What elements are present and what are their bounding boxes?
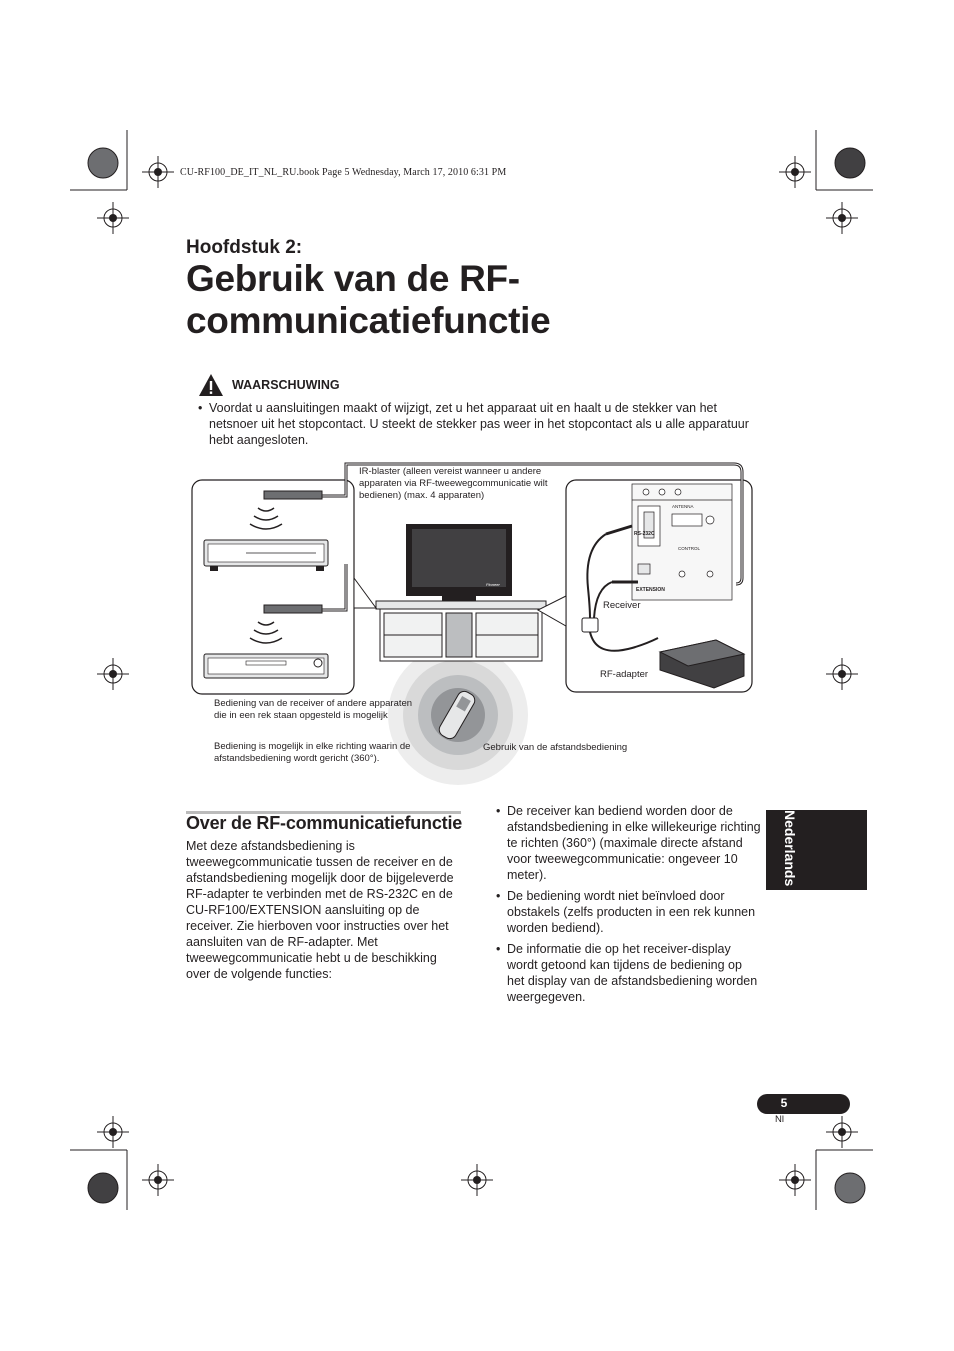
television [406, 524, 512, 602]
recorder [204, 654, 328, 678]
remote-caption: Gebruik van de afstandsbediening [483, 742, 628, 753]
warning-bullet: • Voordat u aansluitingen maakt of wijzigt, zet u het apparaat uit en haalt u de stekker van het netsnoer uit het stopcontact. U steekt de stekker pas weer in het stopcontact als u alle apparatuur hebt aangesloten. [198, 400, 758, 448]
tv-rack [376, 601, 546, 661]
language-tab [766, 810, 867, 890]
panel-rs232c-label: RS-232C [634, 531, 655, 537]
connection-diagram [186, 458, 758, 788]
page-language-code: Nl [775, 1114, 784, 1125]
panel-extension-label: EXTENSION [636, 587, 665, 593]
warning-text [198, 400, 758, 448]
receiver-label: Receiver [603, 600, 641, 611]
rack-caption: Bediening van de receiver of andere apparaten die in een rek staan opgesteld is mogelijk [214, 698, 413, 721]
language-tab-label: Nederlands [782, 810, 798, 887]
panel-antenna-label: ANTENNA [672, 504, 694, 509]
feature-item: • De bediening wordt niet beïnvloed door obstakels (zelfs producten in een rek kunnen worden bediend). [496, 888, 761, 936]
warning-label: WAARSCHUWING [232, 378, 340, 392]
panel-control-label: CONTROL [678, 546, 701, 551]
dvd-player [204, 540, 328, 571]
direction-caption: Bediening is mogelijk in elke richting waarin de afstandsbediening wordt gericht (360°). [214, 741, 411, 764]
book-file-line: CU-RF100_DE_IT_NL_RU.book Page 5 Wednesday, March 17, 2010 6:31 PM [180, 167, 507, 178]
page-number: 5 [780, 1096, 788, 1110]
ir-blaster-caption: IR-blaster (alleen vereist wanneer u andere apparaten via RF-tweewegcommunicatie wilt bedienen) (max. 4 apparaten) [359, 466, 548, 501]
tv-brand: Pioneer [486, 582, 500, 587]
warning-icon [198, 373, 224, 397]
section-heading: Over de RF-communicatiefunctie [186, 813, 463, 833]
title-line-2: communicatiefunctie [186, 300, 551, 341]
feature-item: • De informatie die op het receiver-display wordt getoond kan tijdens de bediening op het display van de afstandsbediening worden weergegeven. [496, 941, 761, 1005]
section-body: Met deze afstandsbediening is tweewegcommunicatie tussen de receiver en de afstandsbediening mogelijk door de bijgeleverde RF-adapter te verbinden met de RS-232C en de CU-RF100/EXTENSION aansluiting op de receiver. Zie hierboven voor instructies over het aansluiten van de RF-adapter. Met tweewegcommunicatie hebt u de beschikking over de volgende functies: [186, 839, 454, 981]
rf-adapter-label: RF-adapter [600, 669, 649, 680]
title-line-1: Gebruik van de RF- [186, 258, 520, 299]
feature-item: • De receiver kan bediend worden door de afstandsbediening in elke willekeurige richting te richten (360°) (maximale directe afstand voor tweewegcommunicatie: ongeveer 10 meter). [496, 803, 761, 883]
chapter-label: Hoofdstuk 2: [186, 237, 303, 258]
receiver-rear-panel [632, 484, 732, 600]
feature-list [496, 803, 761, 1010]
page-title [186, 258, 550, 342]
